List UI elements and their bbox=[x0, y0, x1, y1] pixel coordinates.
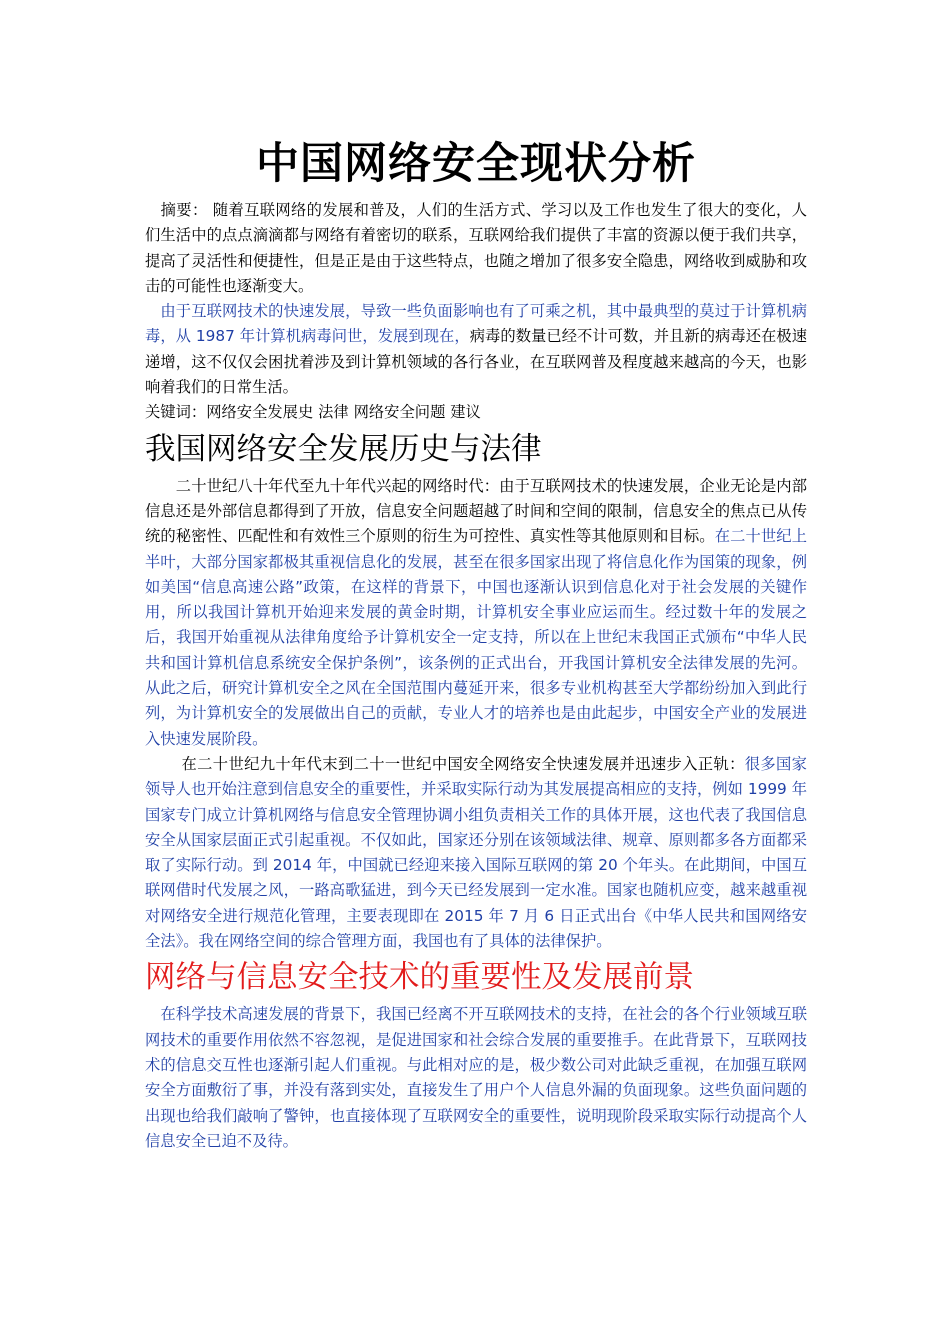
abstract-text-blue: 由于互联网技术的快速发展，导致一些负面影响也有了可乘之机，其中最典型的莫过于计算机病毒，从 1987 年计算机病毒问世，发展到现在， bbox=[145, 302, 807, 346]
keywords-line: 关键词：网络安全发展史 法律 网络安全问题 建议 bbox=[145, 403, 481, 422]
abstract-paragraph-2 bbox=[145, 299, 807, 400]
section1-p2-black-text: 在二十世纪九十年代末到二十一世纪中国安全网络安全快速发展并迅速步入正轨： bbox=[145, 754, 745, 773]
abstract-text-black: 病毒的数量已经不计可数，并且新的病毒还在极速递增，这不仅仅会困扰着涉及到计算机领域的各行各业，在互联网普及程度越来越高的今天，也影响着我们的日常生活。 bbox=[145, 327, 807, 397]
document-page bbox=[145, 130, 807, 1154]
abstract-paragraph bbox=[145, 198, 807, 299]
section1-paragraph-2 bbox=[145, 752, 807, 954]
abstract-text: 摘要： 随着互联网络的发展和普及，人们的生活方式、学习以及工作也发生了很大的变化，人们生活中的点点滴滴都与网络有着密切的联系，互联网给我们提供了丰富的资源以便于我们共享，提高了灵活性和便捷性，但是正是由于这些特点，也随之增加了很多安全隐患，网络收到威胁和攻击的可能性也逐渐变大。 bbox=[145, 201, 807, 295]
section1-p1-blue-text: 在二十世纪上半叶，大部分国家都极其重视信息化的发展，甚至在很多国家出现了将信息化作为国策的现象，例如美国“信息高速公路”政策，在这样的背景下，中国也逐渐认识到信息化对于社会发展的关键作用，所以我国计算机开始迎来发展的黄金时期，计算机安全事业应运而生。经过数十年的发展之后，我国开始重视从法律角度给予计算机安全一定支持，所以在上世纪末我国正式颁布“中华人民共和国计算机信息系统安全保护条例”，该条例的正式出台，开我国计算机安全法律发展的先河。从此之后，研究计算机安全之风在全国范围内蔓延开来，很多专业机构甚至大学都纷纷加入到此行列，为计算机安全的发展做出自己的贡献，专业人才的培养也是由此起步，中国安全产业的发展进入快速发展阶段。 bbox=[145, 527, 807, 748]
section-heading-importance-prospects: 网络与信息安全技术的重要性及发展前景 bbox=[145, 960, 694, 996]
document-title: 中国网络安全现状分析 bbox=[256, 139, 696, 189]
section2-paragraph-1: 在科学技术高速发展的背景下，我国已经离不开互联网技术的支持，在社会的各个行业领域互联网技术的重要作用依然不容忽视，是促进国家和社会综合发展的重要推手。在此背景下，互联网技术的信息交互性也逐渐引起人们重视。与此相对应的是，极少数公司对此缺乏重视，在加强互联网安全方面敷衍了事，并没有落到实处，直接发生了用户个人信息外漏的负面现象。这些负面问题的出现也给我们敲响了警钟，也直接体现了互联网安全的重要性，说明现阶段采取实际行动提高个人信息安全已迫不及待。 bbox=[145, 1005, 807, 1150]
section-heading-history-law: 我国网络安全发展历史与法律 bbox=[145, 431, 542, 467]
section1-p2-blue-text: 很多国家领导人也开始注意到信息安全的重要性，并采取实际行动为其发展提高相应的支持，例如 1999 年国家专门成立计算机网络与信息安全管理协调小组负责相关工作的具体开展，这也代表了我国信息安全从国家层面正式引起重视。不仅如此，国家还分别在该领域法律、规章、原则都多各方面都采取了实际行动。到 2014 年，中国就已经迎来接入国际互联网的第 20 个年头。在此期间，中国互联网借时代发展之风，一路高歌猛进，到今天已经发展到一定水准。国家也随机应变，越来越重视对网络安全进行规范化管理，主要表现即在 2015 年 7 月 6 日正式出台《中华人民共和国网络安全法》。我在网络空间的综合管理方面，我国也有了具体的法律保护。 bbox=[145, 754, 807, 951]
section1-paragraph-1 bbox=[145, 474, 807, 752]
section1-p1-black-text: 二十世纪八十年代至九十年代兴起的网络时代：由于互联网技术的快速发展，企业无论是内部信息还是外部信息都得到了开放，信息安全问题超越了时间和空间的限制，信息安全的焦点已从传统的秘密性、匹配性和有效性三个原则的衍生为可控性、真实性等其他原则和目标。 bbox=[145, 476, 807, 546]
